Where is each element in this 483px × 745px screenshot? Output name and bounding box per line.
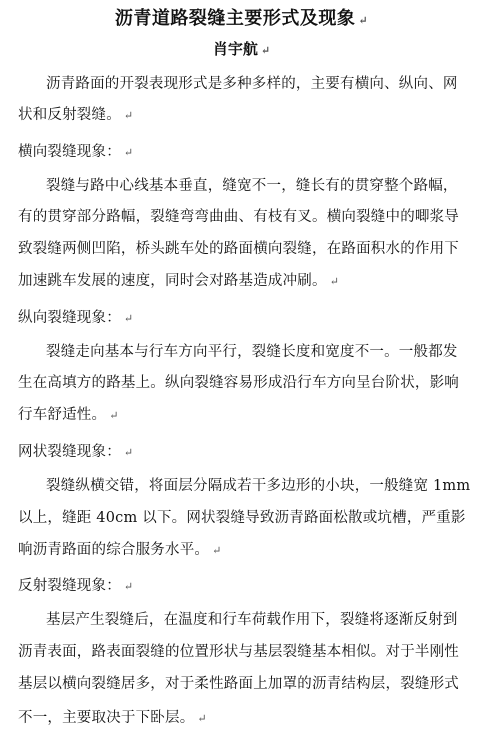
longitudinal-line-2 [18, 371, 459, 392]
author-line [0, 38, 483, 59]
paragraph-mark: ↵ [197, 712, 207, 725]
document-title [0, 4, 483, 30]
paragraph-mark: ↵ [123, 446, 134, 459]
body-text: 以上，缝距 40cm 以下。网状裂缝导致沥青路面松散或坑槽，严重影 [18, 510, 466, 526]
transverse-line-4 [18, 269, 339, 290]
intro-text-2: 状和反射裂缝。 [18, 107, 121, 123]
heading-text: 横向裂缝现象： [18, 144, 121, 160]
paragraph-mark: ↵ [109, 409, 119, 422]
network-line-3 [18, 538, 222, 559]
paragraph-mark: ↵ [260, 44, 271, 57]
network-line-1 [46, 474, 470, 495]
reflective-line-3 [18, 672, 459, 693]
heading-text: 反射裂缝现象： [18, 578, 121, 594]
body-text: 响沥青路面的综合服务水平。 [18, 542, 210, 558]
transverse-line-3 [18, 237, 459, 258]
reflective-line-1 [46, 608, 458, 629]
paragraph-mark: ↵ [329, 275, 340, 288]
network-line-2 [18, 506, 466, 527]
title-text: 沥青道路裂缝主要形式及现象 [114, 8, 356, 29]
body-text: 行车舒适性。 [18, 407, 107, 423]
body-text: 致裂缝两侧凹陷，桥头跳车处的路面横向裂缝，在路面积水的作用下 [18, 241, 459, 257]
intro-text-1: 沥青路面的开裂表现形式是多种多样的，主要有横向、纵向、网 [46, 76, 458, 92]
body-text: 生在高填方的路基上。纵向裂缝容易形成沿行车方向呈台阶状，影响 [18, 375, 459, 391]
paragraph-mark: ↵ [212, 544, 222, 557]
heading-text: 网状裂缝现象： [18, 444, 121, 460]
section-heading-reflective [18, 574, 133, 595]
longitudinal-line-3 [18, 403, 119, 424]
section-heading-longitudinal [18, 306, 133, 327]
body-text: 裂缝纵横交错，将面层分隔成若干多边形的小块，一般缝宽 1mm [46, 478, 471, 494]
intro-line-1 [46, 72, 458, 93]
intro-line-2 [18, 103, 133, 124]
transverse-line-1 [46, 174, 458, 195]
paragraph-mark: ↵ [123, 109, 134, 122]
section-heading-transverse [18, 140, 133, 161]
body-text: 不一，主要取决于下卧层。 [18, 710, 195, 726]
body-text: 基层以横向裂缝居多，对于柔性路面上加罩的沥青结构层，裂缝形式 [18, 676, 459, 692]
reflective-line-4 [18, 706, 207, 727]
paragraph-mark: ↵ [123, 146, 134, 159]
paragraph-mark: ↵ [123, 580, 134, 593]
reflective-line-2 [18, 640, 459, 661]
section-heading-network [18, 440, 133, 461]
body-text: 裂缝与路中心线基本垂直，缝宽不一，缝长有的贯穿整个路幅， [46, 178, 458, 194]
transverse-line-2 [18, 205, 459, 226]
body-text: 有的贯穿部分路幅，裂缝弯弯曲曲、有枝有叉。横向裂缝中的唧浆导 [18, 209, 459, 225]
paragraph-mark: ↵ [123, 312, 134, 325]
body-text: 加速跳车发展的速度，同时会对路基造成冲刷。 [18, 273, 327, 289]
paragraph-mark: ↵ [358, 14, 369, 27]
heading-text: 纵向裂缝现象： [18, 310, 121, 326]
body-text: 裂缝走向基本与行车方向平行，裂缝长度和宽度不一。一般都发 [46, 344, 458, 360]
body-text: 基层产生裂缝后，在温度和行车荷载作用下，裂缝将逐渐反射到 [46, 612, 458, 628]
longitudinal-line-1 [46, 340, 458, 361]
body-text: 沥青表面，路表面裂缝的位置形状与基层裂缝基本相似。对于半刚性 [18, 644, 459, 660]
author-name: 肖宇航 [212, 40, 258, 58]
